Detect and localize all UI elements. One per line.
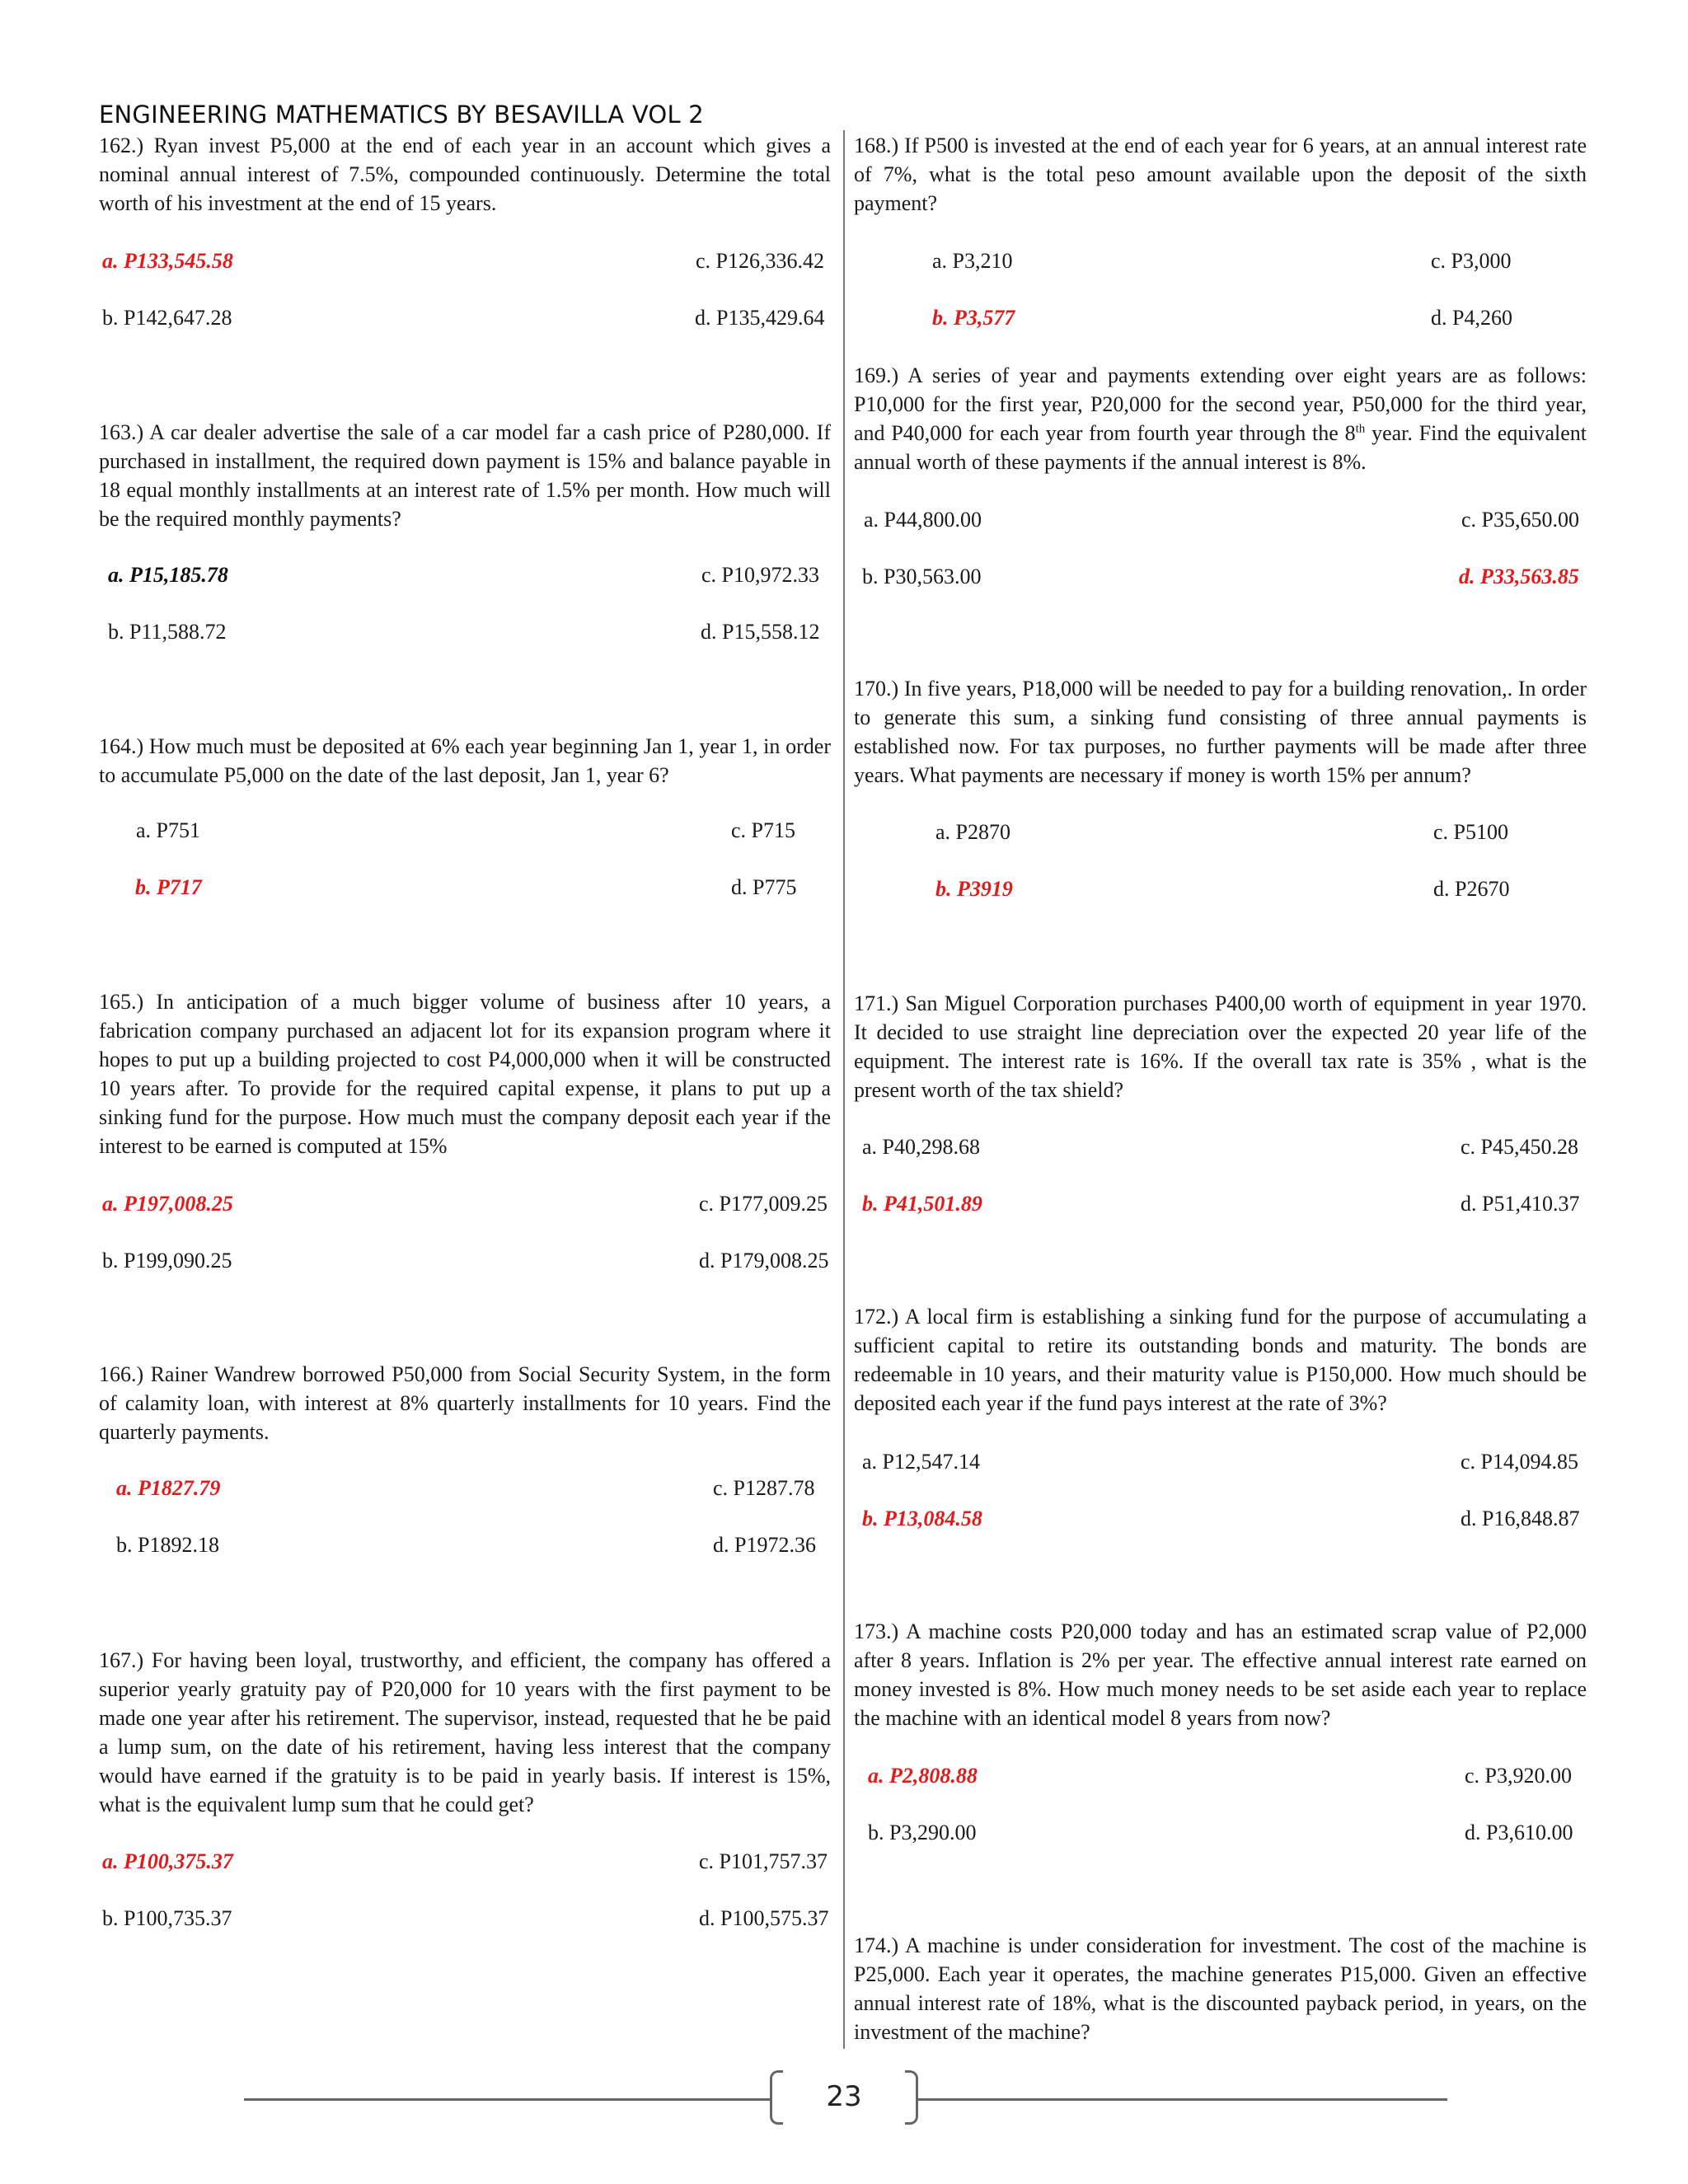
q164-option-d: d. P775: [731, 875, 797, 899]
q170-option-b-answer: b. P3919: [935, 877, 1013, 901]
q167-option-a-answer: a. P100,375.37: [102, 1849, 233, 1873]
footer-rule-left: [244, 2098, 770, 2101]
question-162: 162.) Ryan invest P5,000 at the end of each year in an account which gives a nominal annual interest of 7.5%, compounded continuously. Determine the total worth of his investment at the end of 15 years.: [99, 134, 831, 215]
q166-option-d: d. P1972.36: [713, 1533, 816, 1557]
q169-text-part2: year. Find the equivalent annual worth of these payments if the annual interest is 8%.: [854, 421, 1587, 474]
q166-option-b: b. P1892.18: [116, 1533, 219, 1557]
q165-option-c: c. P177,009.25: [699, 1192, 828, 1216]
q167-option-b: b. P100,735.37: [102, 1906, 232, 1930]
q169-superscript: th: [1355, 422, 1366, 436]
q163-option-c: c. P10,972.33: [701, 563, 819, 587]
q164-option-a: a. P751: [136, 818, 200, 842]
question-174: 174.) A machine is under consideration for investment. The cost of the machine is P25,000. Each year it operates, the machine generates P15,000. Given an effective annual interest rate of 18%, what is the discounted payback period, in years, on the investment of the machine?: [854, 1933, 1587, 2044]
q164-option-b-answer: b. P717: [135, 875, 202, 899]
q170-option-a: a. P2870: [935, 820, 1010, 844]
q163-option-b: b. P11,588.72: [108, 620, 227, 644]
page-header-title: ENGINEERING MATHEMATICS BY BESAVILLA VOL 2: [99, 101, 704, 129]
q172-option-d: d. P16,848.87: [1461, 1507, 1580, 1530]
q163-option-d: d. P15,558.12: [701, 620, 820, 644]
q162-option-a-answer: a. P133,545.58: [102, 249, 233, 273]
footer-bracket-right: [905, 2070, 918, 2125]
question-167: 167.) For having been loyal, trustworthy, and efficient, the company has offered a superior yearly gratuity pay of P20,000 for 10 years with the first payment to be made one year after his retirement. The supervisor, instead, requested that he be paid a lump sum, on the date of his retirement, having less interest that the company would have earned if the gratuity is to be paid in yearly basis. If interest is 15%, what is the equivalent lump sum that he could get?: [99, 1648, 831, 1816]
question-164: 164.) How much must be deposited at 6% each year beginning Jan 1, year 1, in order to accumulate P5,000 on the date of the last deposit, Jan 1, year 6?: [99, 734, 831, 787]
q171-option-b-answer: b. P41,501.89: [862, 1192, 982, 1216]
column-divider: [843, 130, 845, 2049]
question-165: 165.) In anticipation of a much bigger volume of business after 10 years, a fabrication company purchased an adjacent lot for its expansion program where it hopes to put up a building projected to cost P4,000,000 when it will be constructed 10 years after. To provide for the required capital expense, it plans to put up a sinking fund for the purpose. How much must the company deposit each year if the interest to be earned is computed at 15%: [99, 990, 831, 1158]
question-171: 171.) San Miguel Corporation purchases P400,00 worth of equipment in year 1970. It decided to use straight line depreciation over the expected 20 year life of the equipment. The interest rate is 16%. If the overall tax rate is 35% , what is the present worth of the tax shield?: [854, 991, 1587, 1102]
q165-option-a-answer: a. P197,008.25: [102, 1192, 233, 1216]
q168-option-b-answer: b. P3,577: [932, 306, 1015, 330]
question-170: 170.) In five years, P18,000 will be needed to pay for a building renovation,. In order to generate this sum, a sinking fund consisting of three annual payments is established now. For tax purposes, no further payments will be made after three years. What payments are necessary if money is worth 15% per annum?: [854, 677, 1587, 787]
q165-option-d: d. P179,008.25: [699, 1249, 829, 1272]
q167-option-d: d. P100,575.37: [699, 1906, 829, 1930]
q165-option-b: b. P199,090.25: [102, 1249, 232, 1272]
page-number: 23: [826, 2080, 862, 2113]
q166-option-a-answer: a. P1827.79: [116, 1476, 221, 1500]
q169-option-a: a. P44,800.00: [864, 508, 982, 532]
q162-option-c: c. P126,336.42: [696, 249, 824, 273]
q169-option-b: b. P30,563.00: [862, 565, 982, 588]
question-166: 166.) Rainer Wandrew borrowed P50,000 from Social Security System, in the form of calamity loan, with interest at 8% quarterly installments for 10 years. Find the quarterly payments.: [99, 1362, 831, 1444]
q173-option-b: b. P3,290.00: [868, 1821, 977, 1844]
q168-option-c: c. P3,000: [1431, 249, 1512, 273]
question-172: 172.) A local firm is establishing a sinking fund for the purpose of accumulating a sufficient capital to retire its outstanding bonds and maturity. The bonds are redeemable in 10 years, and their maturity value is P150,000. How much should be deposited each year if the fund pays interest at the rate of 3%?: [854, 1305, 1587, 1415]
question-168: 168.) If P500 is invested at the end of each year for 6 years, at an annual interest rate of 7%, what is the total peso amount available upon the deposit of the sixth payment?: [854, 134, 1587, 215]
q163-option-a-answer: a. P15,185.78: [108, 563, 228, 587]
q169-option-d-answer: d. P33,563.85: [1459, 565, 1579, 588]
q172-option-b-answer: b. P13,084.58: [862, 1507, 982, 1530]
q167-option-c: c. P101,757.37: [699, 1849, 828, 1873]
q173-option-d: d. P3,610.00: [1465, 1821, 1573, 1844]
q172-option-a: a. P12,547.14: [862, 1450, 980, 1474]
question-163: 163.) A car dealer advertise the sale of a car model far a cash price of P280,000. If purchased in installment, the required down payment is 15% and balance payable in 18 equal monthly installments at an interest rate of 1.5% per month. How much will be the required monthly payments?: [99, 420, 831, 531]
q170-option-d: d. P2670: [1433, 877, 1510, 901]
q171-option-d: d. P51,410.37: [1461, 1192, 1580, 1216]
q169-option-c: c. P35,650.00: [1461, 508, 1579, 532]
q168-option-d: d. P4,260: [1431, 306, 1512, 330]
q164-option-c: c. P715: [731, 818, 795, 842]
footer-bracket-left: [770, 2070, 783, 2125]
footer-rule-right: [918, 2098, 1447, 2101]
question-169: [854, 361, 1587, 476]
question-173: 173.) A machine costs P20,000 today and has an estimated scrap value of P2,000 after 8 years. Inflation is 2% per year. The effective annual interest rate earned on money invested is 8%. How much money needs to be set aside each year to replace the machine with an identical model 8 years from now?: [854, 1619, 1587, 1730]
q172-option-c: c. P14,094.85: [1461, 1450, 1578, 1474]
q171-option-a: a. P40,298.68: [862, 1135, 980, 1159]
q171-option-c: c. P45,450.28: [1461, 1135, 1578, 1159]
q168-option-a: a. P3,210: [932, 249, 1013, 273]
q162-option-b: b. P142,647.28: [102, 306, 232, 330]
q169-text-part1: 169.) A series of year and payments extending over eight years are as follows: P10,000 for the first year, P20,000 for the second year, P50,000 for the third year, and P40,000 for each year from fourth year through the 8: [854, 363, 1587, 445]
q170-option-c: c. P5100: [1433, 820, 1508, 844]
q166-option-c: c. P1287.78: [713, 1476, 815, 1500]
q173-option-c: c. P3,920.00: [1465, 1764, 1572, 1788]
q173-option-a-answer: a. P2,808.88: [868, 1764, 978, 1788]
q162-option-d: d. P135,429.64: [695, 306, 825, 330]
